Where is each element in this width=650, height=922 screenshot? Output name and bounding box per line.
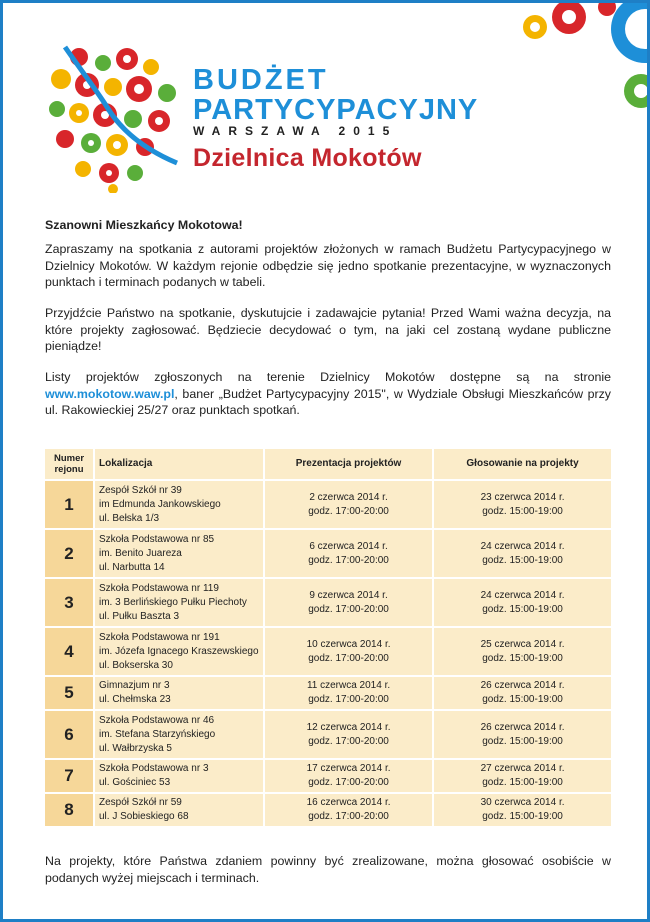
presentation-cell [265,530,432,577]
table-row [45,711,611,758]
table-header-row [45,449,611,479]
location-cell-line: Szkoła Podstawowa nr 85 [99,533,215,545]
location-cell-line: ul. Wałbrzyska 5 [99,742,172,754]
voting-cell-line: 23 czerwca 2014 r. [480,491,565,503]
voting-cell [434,628,611,675]
table-row [45,628,611,675]
location-cell-line: ul. Narbutta 14 [99,561,165,573]
region-number: 4 [45,628,93,675]
meetings-table [43,447,613,828]
region-number: 3 [45,579,93,626]
presentation-cell-line: 12 czerwca 2014 r. [306,721,391,733]
presentation-cell [265,677,432,709]
gears-map-logo [43,43,185,193]
presentation-cell-line: 10 czerwca 2014 r. [306,638,391,650]
corner-gears-icon [517,3,647,123]
location-cell-line: Szkoła Podstawowa nr 119 [99,582,219,594]
location-cell-line: im. Józefa Ignacego Kraszewskiego [99,645,259,657]
presentation-cell [265,760,432,792]
table-row [45,794,611,826]
location-cell-line: im. 3 Berlińskiego Pułku Piechoty [99,596,247,608]
presentation-cell [265,481,432,528]
header-region: Numer rejonu [45,449,93,479]
location-cell-line: ul. Chełmska 23 [99,694,171,705]
presentation-cell-line: godz. 17:00-20:00 [308,694,389,705]
presentation-cell [265,794,432,826]
voting-cell-line: godz. 15:00-19:00 [482,811,563,822]
location-cell [95,760,263,792]
header-voting: Głosowanie na projekty [434,449,611,479]
table-row [45,530,611,577]
brand-subtitle: WARSZAWA 2015 [193,124,398,138]
location-cell-line: ul. Gościniec 53 [99,777,171,788]
presentation-cell-line: godz. 17:00-20:00 [308,603,389,615]
location-cell [95,481,263,528]
paragraph-3-end: , baner „Budżet Partycypacyjny 2015", w Wydziale Obsługi Mieszkańców przy ul. Rakowieckiej 25/27 oraz punktach spotkań. [45,386,611,417]
presentation-cell-line: 9 czerwca 2014 r. [309,589,388,601]
table-row [45,677,611,709]
voting-cell-line: 26 czerwca 2014 r. [480,680,565,691]
location-cell-line: Zespół Szkół nr 39 [99,484,182,496]
paragraph-3-start: Listy projektów zgłoszonych na terenie Dzielnicy Mokotów dostępne są na stronie [45,370,611,384]
location-cell-line: im Edmunda Jankowskiego [99,498,221,510]
location-cell-line: ul. Bokserska 30 [99,659,173,671]
voting-cell-line: 24 czerwca 2014 r. [480,589,565,601]
voting-cell [434,677,611,709]
location-cell-line: ul. Pułku Baszta 3 [99,610,180,622]
brand-title-line2: PARTYCYPACYJNY [193,94,479,126]
location-cell [95,794,263,826]
location-cell-line: Szkoła Podstawowa nr 191 [99,631,220,643]
table-row [45,760,611,792]
brand-block [193,65,478,173]
footer-note: Na projekty, które Państwa zdaniem powinny być zrealizowane, można głosować osobiście w podanych wyżej miejscach i terminach. [45,854,611,885]
location-cell [95,530,263,577]
region-number: 5 [45,677,93,709]
greeting: Szanowni Mieszkańcy Mokotowa! [45,218,243,232]
location-cell-line: Szkoła Podstawowa nr 46 [99,714,215,726]
voting-cell [434,711,611,758]
location-cell-line: Gimnazjum nr 3 [99,680,170,691]
voting-cell-line: 30 czerwca 2014 r. [480,797,565,808]
location-cell [95,628,263,675]
voting-cell [434,794,611,826]
intro-paragraph-1: Zapraszamy na spotkania z autorami projektów złożonych w ramach Budżetu Partycypacyjnego w Dzielnicy Mokotów. W każdym rejonie odbędzie się jedno spotkanie prezentacyjne, w wyznaczonych punktach i terminach podanych w tabeli. [45,242,611,289]
district-title: Dzielnica Mokotów [193,144,422,172]
voting-cell-line: 26 czerwca 2014 r. [480,721,565,733]
intro-paragraph-3 [45,369,611,419]
location-cell [95,711,263,758]
brand-title-line1: BUDŻET [193,64,329,96]
presentation-cell-line: 2 czerwca 2014 r. [309,491,388,503]
presentation-cell [265,711,432,758]
location-cell-line: ul. J Sobieskiego 68 [99,811,189,822]
region-number: 6 [45,711,93,758]
table-row [45,481,611,528]
presentation-cell [265,628,432,675]
presentation-cell [265,579,432,626]
region-number: 7 [45,760,93,792]
voting-cell-line: 27 czerwca 2014 r. [480,763,565,774]
voting-cell-line: godz. 15:00-19:00 [482,554,563,566]
location-cell [95,579,263,626]
voting-cell-line: godz. 15:00-19:00 [482,652,563,664]
location-cell-line: Szkoła Podstawowa nr 3 [99,763,209,774]
region-number: 2 [45,530,93,577]
presentation-cell-line: 11 czerwca 2014 r. [306,680,391,691]
intro-paragraph-2: Przyjdźcie Państwo na spotkanie, dyskutujcie i zadawajcie pytania! Przed Wami ważna decyzja, na które projekty zagłosować. Będziecie decydować o tym, na jaki cel zostaną wydane publiczne pieniądze! [45,306,611,353]
voting-cell-line: 24 czerwca 2014 r. [480,540,565,552]
region-number: 1 [45,481,93,528]
location-cell [95,677,263,709]
presentation-cell-line: 17 czerwca 2014 r. [306,763,391,774]
presentation-cell-line: godz. 17:00-20:00 [308,554,389,566]
voting-cell-line: godz. 15:00-19:00 [482,603,563,615]
voting-cell [434,579,611,626]
region-number: 8 [45,794,93,826]
voting-cell-line: godz. 15:00-19:00 [482,505,563,517]
header-location: Lokalizacja [95,449,263,479]
location-cell-line: Zespół Szkół nr 59 [99,797,182,808]
location-cell-line: im. Stefana Starzyńskiego [99,728,216,740]
voting-cell-line: godz. 15:00-19:00 [482,777,563,788]
presentation-cell-line: 6 czerwca 2014 r. [309,540,388,552]
website-link[interactable]: www.mokotow.waw.pl [45,386,175,401]
voting-cell-line: godz. 15:00-19:00 [482,694,563,705]
presentation-cell-line: godz. 17:00-20:00 [308,652,389,664]
voting-cell-line: 25 czerwca 2014 r. [480,638,565,650]
presentation-cell-line: godz. 17:00-20:00 [308,505,389,517]
voting-cell [434,530,611,577]
presentation-cell-line: godz. 17:00-20:00 [308,735,389,747]
location-cell-line: im. Benito Juareza [99,547,182,559]
table-row [45,579,611,626]
presentation-cell-line: godz. 17:00-20:00 [308,777,389,788]
voting-cell [434,760,611,792]
voting-cell [434,481,611,528]
voting-cell-line: godz. 15:00-19:00 [482,735,563,747]
presentation-cell-line: godz. 17:00-20:00 [308,811,389,822]
header-presentation: Prezentacja projektów [265,449,432,479]
presentation-cell-line: 16 czerwca 2014 r. [306,797,391,808]
location-cell-line: ul. Bełska 1/3 [99,512,160,524]
